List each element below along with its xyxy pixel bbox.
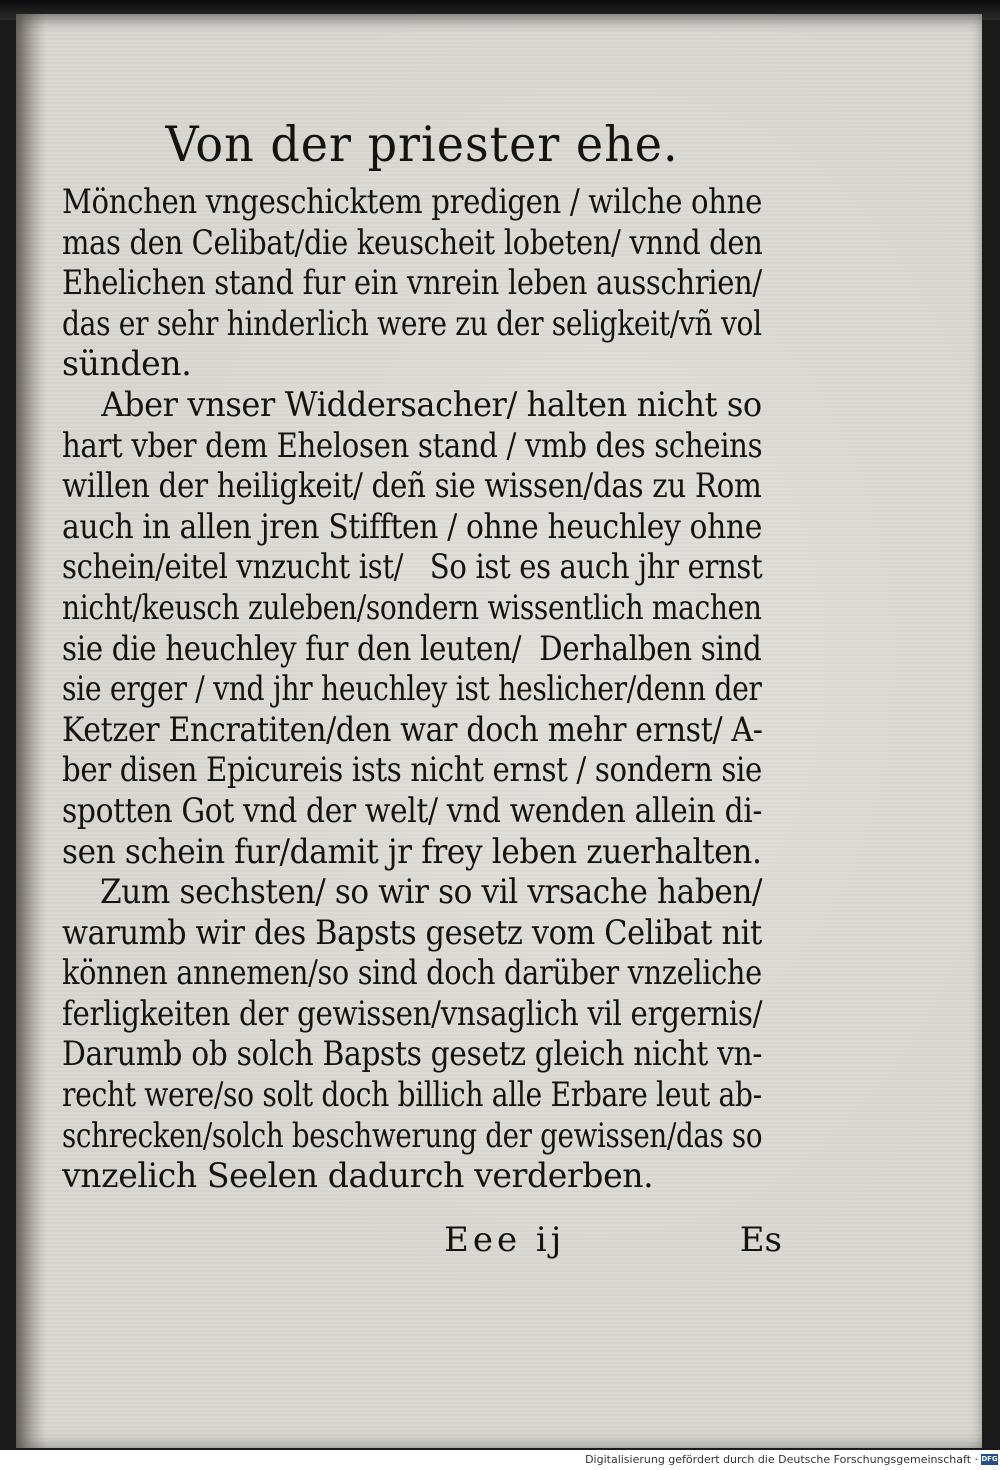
text-line: vnzelich Seelen dadurch verderben. bbox=[62, 1156, 654, 1197]
text-line: sie die heuchley fur den leuten/ Derhalben sind bbox=[62, 628, 762, 669]
text-line: sen schein fur/damit jr frey leben zuerhalten. bbox=[62, 831, 762, 872]
text-line: Mönchen vngeschicktem predigen / wilche ohne bbox=[62, 182, 763, 222]
text-line: spotten Got vnd der welt/ vnd wenden allein di- bbox=[62, 790, 763, 831]
text-line: Ketzer Encratiten/den war doch mehr ernst/ A- bbox=[62, 709, 763, 750]
text-line: Aber vnser Widdersacher/ halten nicht so bbox=[62, 384, 762, 425]
dfg-logo: DFG bbox=[981, 1455, 998, 1463]
text-line: sie erger / vnd jhr heuchley ist heslicher/denn der bbox=[62, 669, 762, 710]
text-line: auch in allen jren Stifften / ohne heuchley ohne bbox=[62, 506, 762, 547]
text-line: schein/eitel vnzucht ist/ So ist es auch jhr ernst bbox=[62, 547, 763, 588]
running-headline: Von der priester ehe. bbox=[165, 115, 679, 173]
text-line: schrecken/solch beschwerung der gewissen/das so bbox=[62, 1115, 763, 1156]
text-line: ber disen Epicureis ists nicht ernst / sondern sie bbox=[62, 750, 762, 791]
text-line: sünden. bbox=[62, 344, 192, 385]
text-line: Zum sechsten/ so wir so vil vrsache haben/ bbox=[62, 872, 763, 913]
page-footer-line bbox=[62, 1220, 782, 1264]
page-gutter-shadow bbox=[16, 14, 46, 1448]
catchword: Es bbox=[739, 1220, 782, 1260]
digitization-footer bbox=[0, 1450, 1000, 1470]
text-line: mas den Celibat/die keuscheit lobeten/ vnnd den bbox=[62, 222, 763, 263]
text-line: recht were/so solt doch billich alle Erbare leut ab- bbox=[62, 1075, 762, 1116]
body-text bbox=[62, 182, 782, 1197]
funding-credit: Digitalisierung gefördert durch die Deutsche Forschungsgemeinschaft · bbox=[585, 1453, 978, 1466]
text-line: ferligkeiten der gewissen/vnsaglich vil ergernis/ bbox=[62, 993, 763, 1034]
text-line: Darumb ob solch Bapsts gesetz gleich nicht vn- bbox=[62, 1034, 763, 1075]
text-line: nicht/keusch zuleben/sondern wissentlich machen bbox=[62, 587, 762, 628]
text-line: willen der heiligkeit/ deñ sie wissen/das zu Rom bbox=[62, 466, 762, 507]
text-line: warumb wir des Bapsts gesetz vom Celibat nit bbox=[62, 912, 762, 953]
text-line: Ehelichen stand fur ein vnrein leben ausschrien/ bbox=[62, 263, 762, 304]
text-line: können annemen/so sind doch darüber vnzeliche bbox=[62, 953, 762, 994]
text-line: das er sehr hinderlich were zu der seligkeit/vñ vol bbox=[62, 303, 762, 344]
page-text-block bbox=[62, 112, 782, 1197]
text-line: hart vber dem Ehelosen stand / vmb des scheins bbox=[62, 425, 763, 466]
signature-mark: Eee ij bbox=[444, 1220, 566, 1260]
